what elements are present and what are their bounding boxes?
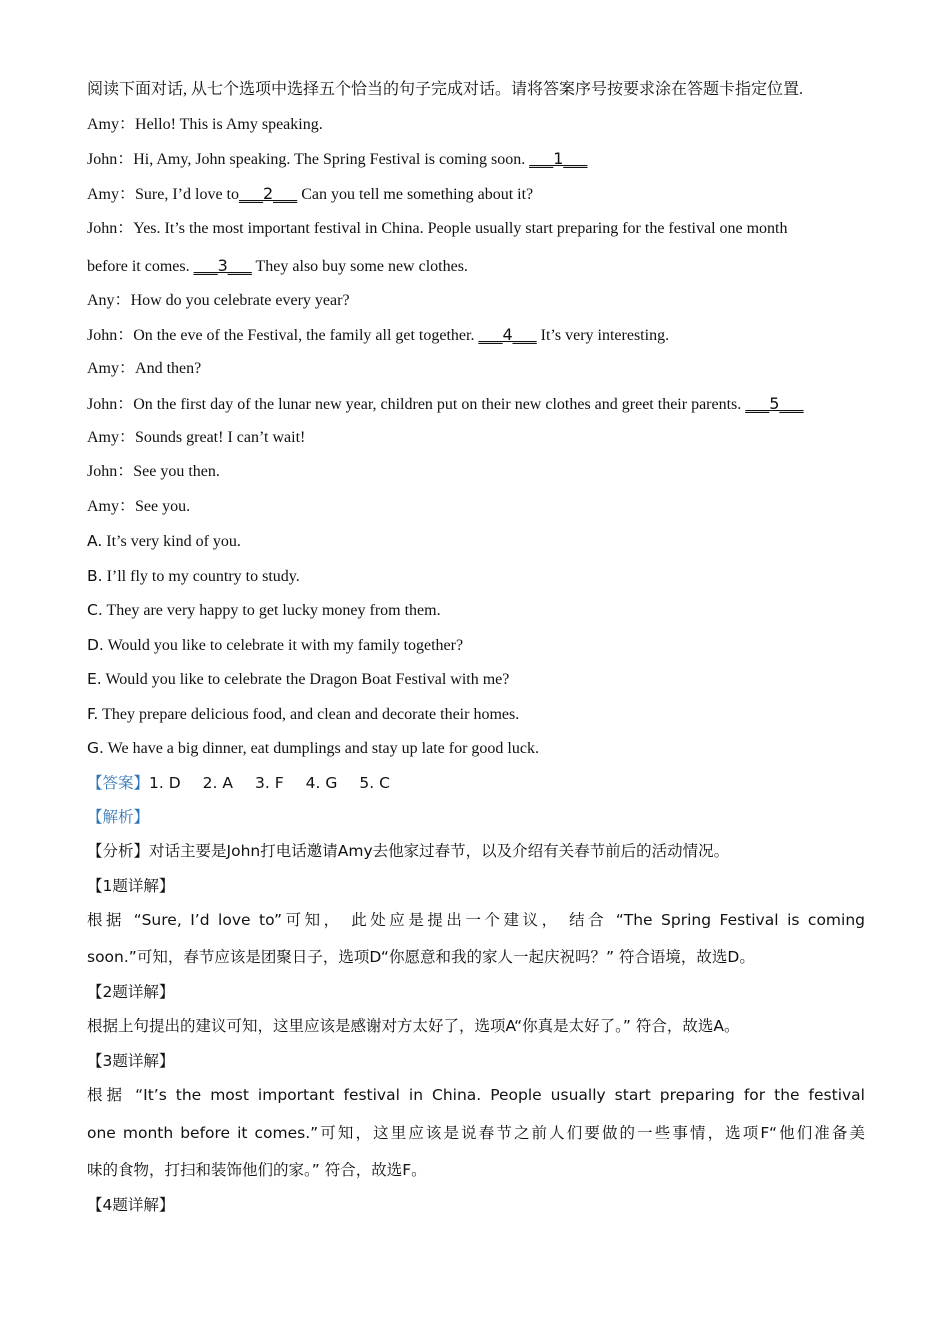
dialogue-text: See you. <box>135 498 191 515</box>
option-letter: C. <box>87 601 103 619</box>
dialogue-line-3 <box>87 184 533 205</box>
dialogue-line-11 <box>87 462 220 482</box>
blank-3: ___3___ <box>193 256 252 275</box>
dialogue-text: See you then. <box>133 463 220 480</box>
option-a <box>87 531 241 552</box>
option-text: I’ll fly to my country to study. <box>102 568 300 585</box>
analysis-summary <box>87 841 729 861</box>
q2-heading: 【2题详解】 <box>87 983 175 1001</box>
option-letter: E. <box>87 670 102 688</box>
dialogue-line-10 <box>87 428 305 448</box>
option-text: Would you like to celebrate the Dragon Boat Festival with me? <box>101 671 510 688</box>
dialogue-line-5 <box>87 256 468 277</box>
analysis-text: John <box>226 842 261 860</box>
blank-5: ___5___ <box>745 394 804 413</box>
dialogue-text: Hello! This is Amy speaking. <box>135 116 323 133</box>
option-text: Would you like to celebrate it with my family together? <box>103 637 464 654</box>
option-g <box>87 738 539 759</box>
analysis-text: 对话主要是 <box>149 842 227 860</box>
option-f <box>87 704 519 725</box>
speaker: Any： <box>87 292 131 309</box>
option-d <box>87 635 463 656</box>
answer-line <box>87 773 390 793</box>
dialogue-line-6 <box>87 291 350 311</box>
speaker: Amy： <box>87 360 136 377</box>
q1-explanation-line-1: 根据 “Sure, I’d love to”可知， 此处应是提出一个建议， 结合 “The Spring Festival is coming <box>87 911 865 929</box>
option-text: We have a big dinner, eat dumplings and stay up late for good luck. <box>103 740 539 757</box>
speaker: John： <box>87 151 134 168</box>
dialogue-text: On the eve of the Festival, the family all get together. <box>133 327 479 344</box>
dialogue-line-12 <box>87 497 190 517</box>
answer-label: 【答案】 <box>87 774 150 792</box>
dialogue-line-4 <box>87 219 788 239</box>
dialogue-line-2 <box>87 149 587 170</box>
option-letter: D. <box>87 636 104 654</box>
option-letter: A. <box>87 532 103 550</box>
answer-item: 5. C <box>359 774 390 792</box>
q3-explanation-line-1: 根据 “It’s the most important festival in China. People usually start preparing for the festival <box>87 1086 865 1104</box>
option-text: They are very happy to get lucky money from them. <box>102 602 441 619</box>
speaker: Amy： <box>87 429 136 446</box>
dialogue-text: It’s very interesting. <box>536 327 670 344</box>
option-e <box>87 669 509 690</box>
blank-4: ___4___ <box>478 325 537 344</box>
q3-explanation-line-2: one month before it comes.”可知，这里应该是说春节之前人们要做的一些事情，选项F“他们准备美 <box>87 1124 865 1142</box>
q1-explanation-line-2: soon.”可知，春节应该是团聚日子，选项D“你愿意和我的家人一起庆祝吗？” 符合语境，故选D。 <box>87 948 755 966</box>
option-b <box>87 566 300 587</box>
dialogue-text: Can you tell me something about it? <box>297 186 534 203</box>
speaker: Amy： <box>87 498 136 515</box>
q3-heading: 【3题详解】 <box>87 1052 175 1070</box>
speaker: John： <box>87 327 134 344</box>
answer-item: 3. F <box>255 774 284 792</box>
dialogue-line-1 <box>87 115 323 135</box>
dialogue-text: And then? <box>135 360 202 377</box>
option-letter: F. <box>87 705 99 723</box>
analysis-text: 去他家过春节，以及介绍有关春节前后的活动情况。 <box>372 842 730 860</box>
dialogue-line-9 <box>87 394 803 415</box>
q4-heading: 【4题详解】 <box>87 1196 175 1214</box>
instruction: 阅读下面对话, 从七个选项中选择五个恰当的句子完成对话。请将答案序号按要求涂在答题卡指定位置. <box>87 81 804 98</box>
speaker: Amy： <box>87 116 136 133</box>
speaker: John： <box>87 220 134 237</box>
option-text: It’s very kind of you. <box>102 533 241 550</box>
dialogue-text: They also buy some new clothes. <box>251 258 468 275</box>
dialogue-text: Sounds great! I can’t wait! <box>135 429 306 446</box>
dialogue-text: Sure, I’d love to <box>135 186 239 203</box>
dialogue-text: Hi, Amy, John speaking. The Spring Festival is coming soon. <box>133 151 530 168</box>
answer-item: 2. A <box>202 774 233 792</box>
dialogue-text: On the first day of the lunar new year, children put on their new clothes and greet their parents. <box>133 396 746 413</box>
dialogue-line-7 <box>87 325 669 346</box>
dialogue-text: How do you celebrate every year? <box>130 292 350 309</box>
option-text: They prepare delicious food, and clean and decorate their homes. <box>98 706 520 723</box>
dialogue-text: Yes. It’s the most important festival in China. People usually start preparing for the festival one month <box>133 220 788 237</box>
dialogue-text: before it comes. <box>87 258 194 275</box>
option-letter: B. <box>87 567 103 585</box>
blank-2: ___2___ <box>239 184 298 203</box>
option-c <box>87 600 441 621</box>
speaker: John： <box>87 396 134 413</box>
answer-item: 1. D <box>149 774 181 792</box>
speaker: Amy： <box>87 186 136 203</box>
dialogue-line-8 <box>87 359 201 379</box>
option-letter: G. <box>87 739 104 757</box>
analysis-text: Amy <box>337 842 373 860</box>
analysis-heading: 【分析】 <box>87 842 150 860</box>
analysis-label: 【解析】 <box>87 808 150 826</box>
blank-1: ___1___ <box>529 149 588 168</box>
q3-explanation-line-3: 味的食物，打扫和装饰他们的家。” 符合，故选F。 <box>87 1161 427 1179</box>
speaker: John： <box>87 463 134 480</box>
q1-heading: 【1题详解】 <box>87 877 175 895</box>
answer-item: 4. G <box>305 774 338 792</box>
q2-explanation-line-1: 根据上句提出的建议可知，这里应该是感谢对方太好了，选项A“你真是太好了。” 符合，故选A。 <box>87 1017 740 1035</box>
analysis-text: 打电话邀请 <box>260 842 338 860</box>
